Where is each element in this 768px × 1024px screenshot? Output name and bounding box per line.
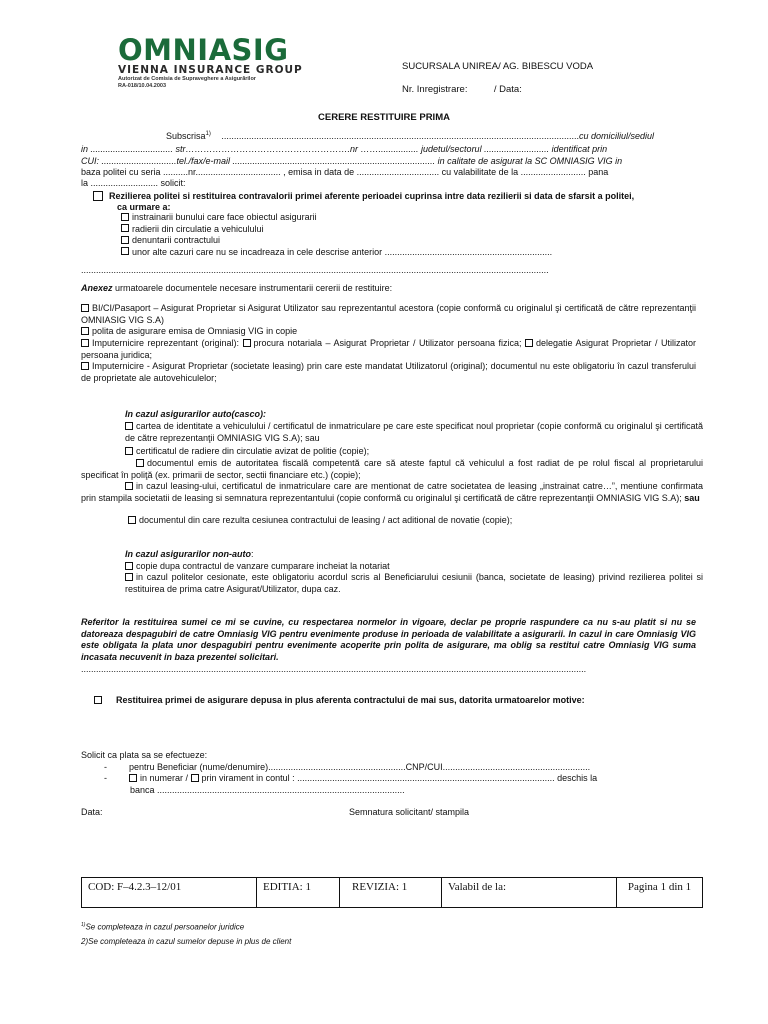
- payment-intro: Solicit ca plata sa se efectueze:: [81, 750, 208, 760]
- transfer-checkbox[interactable]: [191, 774, 199, 782]
- checkbox[interactable]: [121, 236, 129, 244]
- checkbox[interactable]: [136, 459, 144, 467]
- footer-revizia: REVIZIA: 1: [340, 878, 442, 908]
- reason-list: [121, 212, 552, 258]
- branch-name: SUCURSALA UNIREA/ AG. BIBESCU VODA: [402, 61, 594, 72]
- list-item: denuntarii contractului: [121, 235, 552, 247]
- checkbox[interactable]: [125, 422, 133, 430]
- option-reziliere: Rezilierea politei si restituirea contravalorii primei aferente perioadei cuprinsa intre data rezilierii si data de sfarsit a politei,: [93, 191, 703, 203]
- list-item: in cazul leasing-ului, certificatul de inmatriculare care are mentionat de catre societatea de leasing „instrainat catre…”, mentiune confirmata prin stampila societatii de leasing si semnatura reprezentantului (copie conformă cu originalul şi certificată de către reprezentanţii OMNIASIG VIG S.A); sau: [81, 481, 703, 503]
- declaration: Referitor la restituirea sumei ce mi se cuvine, cu respectarea normelor in vigoare, declar pe proprie raspundere ca nu s-au platit si nu se datoreaza despagubiri de catre Omniasig VIG pentru evenimente produse in perioada de valabilitate a asigurarii. In cazul in care Omniasig VIG este obligata la plata unor despagubiri pentru evenimente acoperite prin polita de asigurare, ma oblig sa restitui catre Omniasig VIG suma incasata necuvenit in baza prezentei solicitari.: [81, 617, 696, 662]
- annex-heading: Anexez urmatoarele documentele necesare instrumentarii cererii de restituire:: [81, 283, 393, 293]
- checkbox[interactable]: [125, 562, 133, 570]
- annex-item: Imputernicire reprezentant (original): procura notariala – Asigurat Proprietar / Utilizator persoana fizica; delegatie Asigurat Proprietar / Utilizator persoana juridica;: [81, 338, 696, 360]
- checkbox[interactable]: [81, 304, 89, 312]
- signature-label: Semnatura solicitant/ stampila: [349, 807, 470, 817]
- logo-authorized: Autorizat de Comisia de Supraveghere a Asigurărilor: [118, 76, 256, 82]
- list-item: unor alte cazuri care nu se incadreaza in cele descrise anterior ...................................................................: [121, 247, 552, 259]
- logo-group: VIENNA INSURANCE GROUP: [118, 64, 303, 76]
- payment-method: - in numerar / prin virament in contul : ....................................................................................................... deschis la: [104, 773, 598, 783]
- checkbox[interactable]: [121, 247, 129, 255]
- list-item: certificatul de radiere din circulatie avizat de politie (copie);: [125, 446, 703, 458]
- checkbox[interactable]: [128, 516, 136, 524]
- checkbox[interactable]: [125, 573, 133, 581]
- dots-line: ...........................................................................................................................................................................................: [81, 265, 549, 275]
- checkbox[interactable]: [525, 339, 533, 347]
- list-item: documentul din care rezulta cesiunea contractului de leasing / act aditional de novatie (copie);: [128, 515, 703, 527]
- intro-line-2: in ................................. str……………………………………………….nr ……................ judetul/sectorul .......................... identificat prin: [81, 144, 608, 154]
- footer-pagina: Pagina 1 din 1: [617, 878, 703, 908]
- checkbox[interactable]: [121, 224, 129, 232]
- reziliere-checkbox[interactable]: [93, 191, 103, 201]
- company-logo: [118, 33, 303, 90]
- option-reziliere-cont: ca urmare a:: [117, 202, 171, 212]
- footer-cod: COD: F–4.2.3–12/01: [82, 878, 257, 908]
- list-item: documentul emis de autoritatea fiscală competentă care să ateste faptul că vehiculul a fost radiat de pe rolul fiscal al proprietarului specificat în poliţă (ex. primarii de sector, sectii financiare etc.) (copie);: [81, 458, 703, 480]
- checkbox[interactable]: [81, 362, 89, 370]
- list-item: copie dupa contractul de vanzare cumparare incheiat la notariat: [125, 561, 703, 573]
- payment-beneficiary: - pentru Beneficiar (nume/denumire).......................................................CNP/CUI...........................................................: [104, 762, 591, 772]
- restituire-checkbox[interactable]: [94, 696, 102, 704]
- list-item: in cazul politelor cesionate, este obligatoriu acordul scris al Beneficiarului cesiunii (banca, societate de leasing) privind rezilierea politei si restituirea de prima catre Asigurat/Utilizator, dupa caz.: [125, 572, 703, 594]
- payment-bank: banca ...................................................................................................: [130, 785, 405, 795]
- footnote-2: 2)Se completeaza in cazul sumelor depuse in plus de client: [81, 937, 292, 946]
- footer-valabil: Valabil de la:: [442, 878, 617, 908]
- option-restituire: Restituirea primei de asigurare depusa in plus aferenta contractului de mai sus, datorita urmatoarelor motive:: [94, 695, 585, 705]
- auto-heading: In cazul asigurarilor auto(casco):: [125, 409, 267, 419]
- cash-checkbox[interactable]: [129, 774, 137, 782]
- footer-table: [81, 877, 703, 908]
- intro-line-3: CUI: ..............................tel./fax/e-mail ................................................................................. in calitate de asigurat la SC OMNIASIG VIG in: [81, 156, 623, 166]
- registration-number: Nr. Inregistrare: / Data:: [402, 84, 522, 95]
- list-item: instrainarii bunului care face obiectul asigurarii: [121, 212, 552, 224]
- auto-items: [125, 421, 703, 444]
- footer-editia: EDITIA: 1: [257, 878, 340, 908]
- logo-ra: RA-018/10.04.2003: [118, 83, 167, 89]
- checkbox[interactable]: [121, 213, 129, 221]
- checkbox[interactable]: [125, 447, 133, 455]
- annex-item: BI/CI/Pasaport – Asigurat Proprietar si Asigurat Utilizator sau reprezentantul acestora (copie conformă cu originalul şi certificată de către reprezentanţii OMNIASIG VIG S.A): [81, 303, 696, 325]
- annex-item: polita de asigurare emisa de Omniasig VIG in copie: [81, 326, 696, 338]
- list-item: cartea de identitate a vehiculului / certificatul de inmatriculare pe care este specificat noul proprietar (copie conformă cu originalul şi certificată de către reprezentanţii OMNIASIG VIG S.A); sau: [125, 421, 703, 443]
- checkbox[interactable]: [81, 327, 89, 335]
- checkbox[interactable]: [81, 339, 89, 347]
- date-label: Data:: [81, 807, 103, 817]
- logo-brand: OMNIASIG: [118, 33, 289, 67]
- document-title: CERERE RESTITUIRE PRIMA: [318, 112, 450, 123]
- nonauto-heading: In cazul asigurarilor non-auto:: [125, 549, 254, 559]
- intro-subscrisa: Subscrisa$^{1)}$ ...............................................................................................................................................cu domiciliul/sediul: [166, 131, 654, 141]
- intro-line-4: baza politei cu seria ..........nr.................................. , emisa in data de ................................. cu valabilitate de la .......................... pana: [81, 167, 609, 177]
- annex-item: Imputernicire - Asigurat Proprietar (societate leasing) prin care este mandatat Utilizatorul (original); documentul nu este obligatoriu în cazul transferului de proprietate ale autovehiculelor;: [81, 361, 696, 383]
- intro-line-5: la ........................... solicit:: [81, 178, 186, 188]
- checkbox[interactable]: [125, 482, 133, 490]
- declaration-dots: ..........................................................................................................................................................................................................: [81, 664, 587, 674]
- checkbox[interactable]: [243, 339, 251, 347]
- footnote-1: $^{1)}$Se completeaza in cazul persoanelor juridice: [81, 922, 245, 932]
- list-item: radierii din circulatie a vehiculului: [121, 224, 552, 236]
